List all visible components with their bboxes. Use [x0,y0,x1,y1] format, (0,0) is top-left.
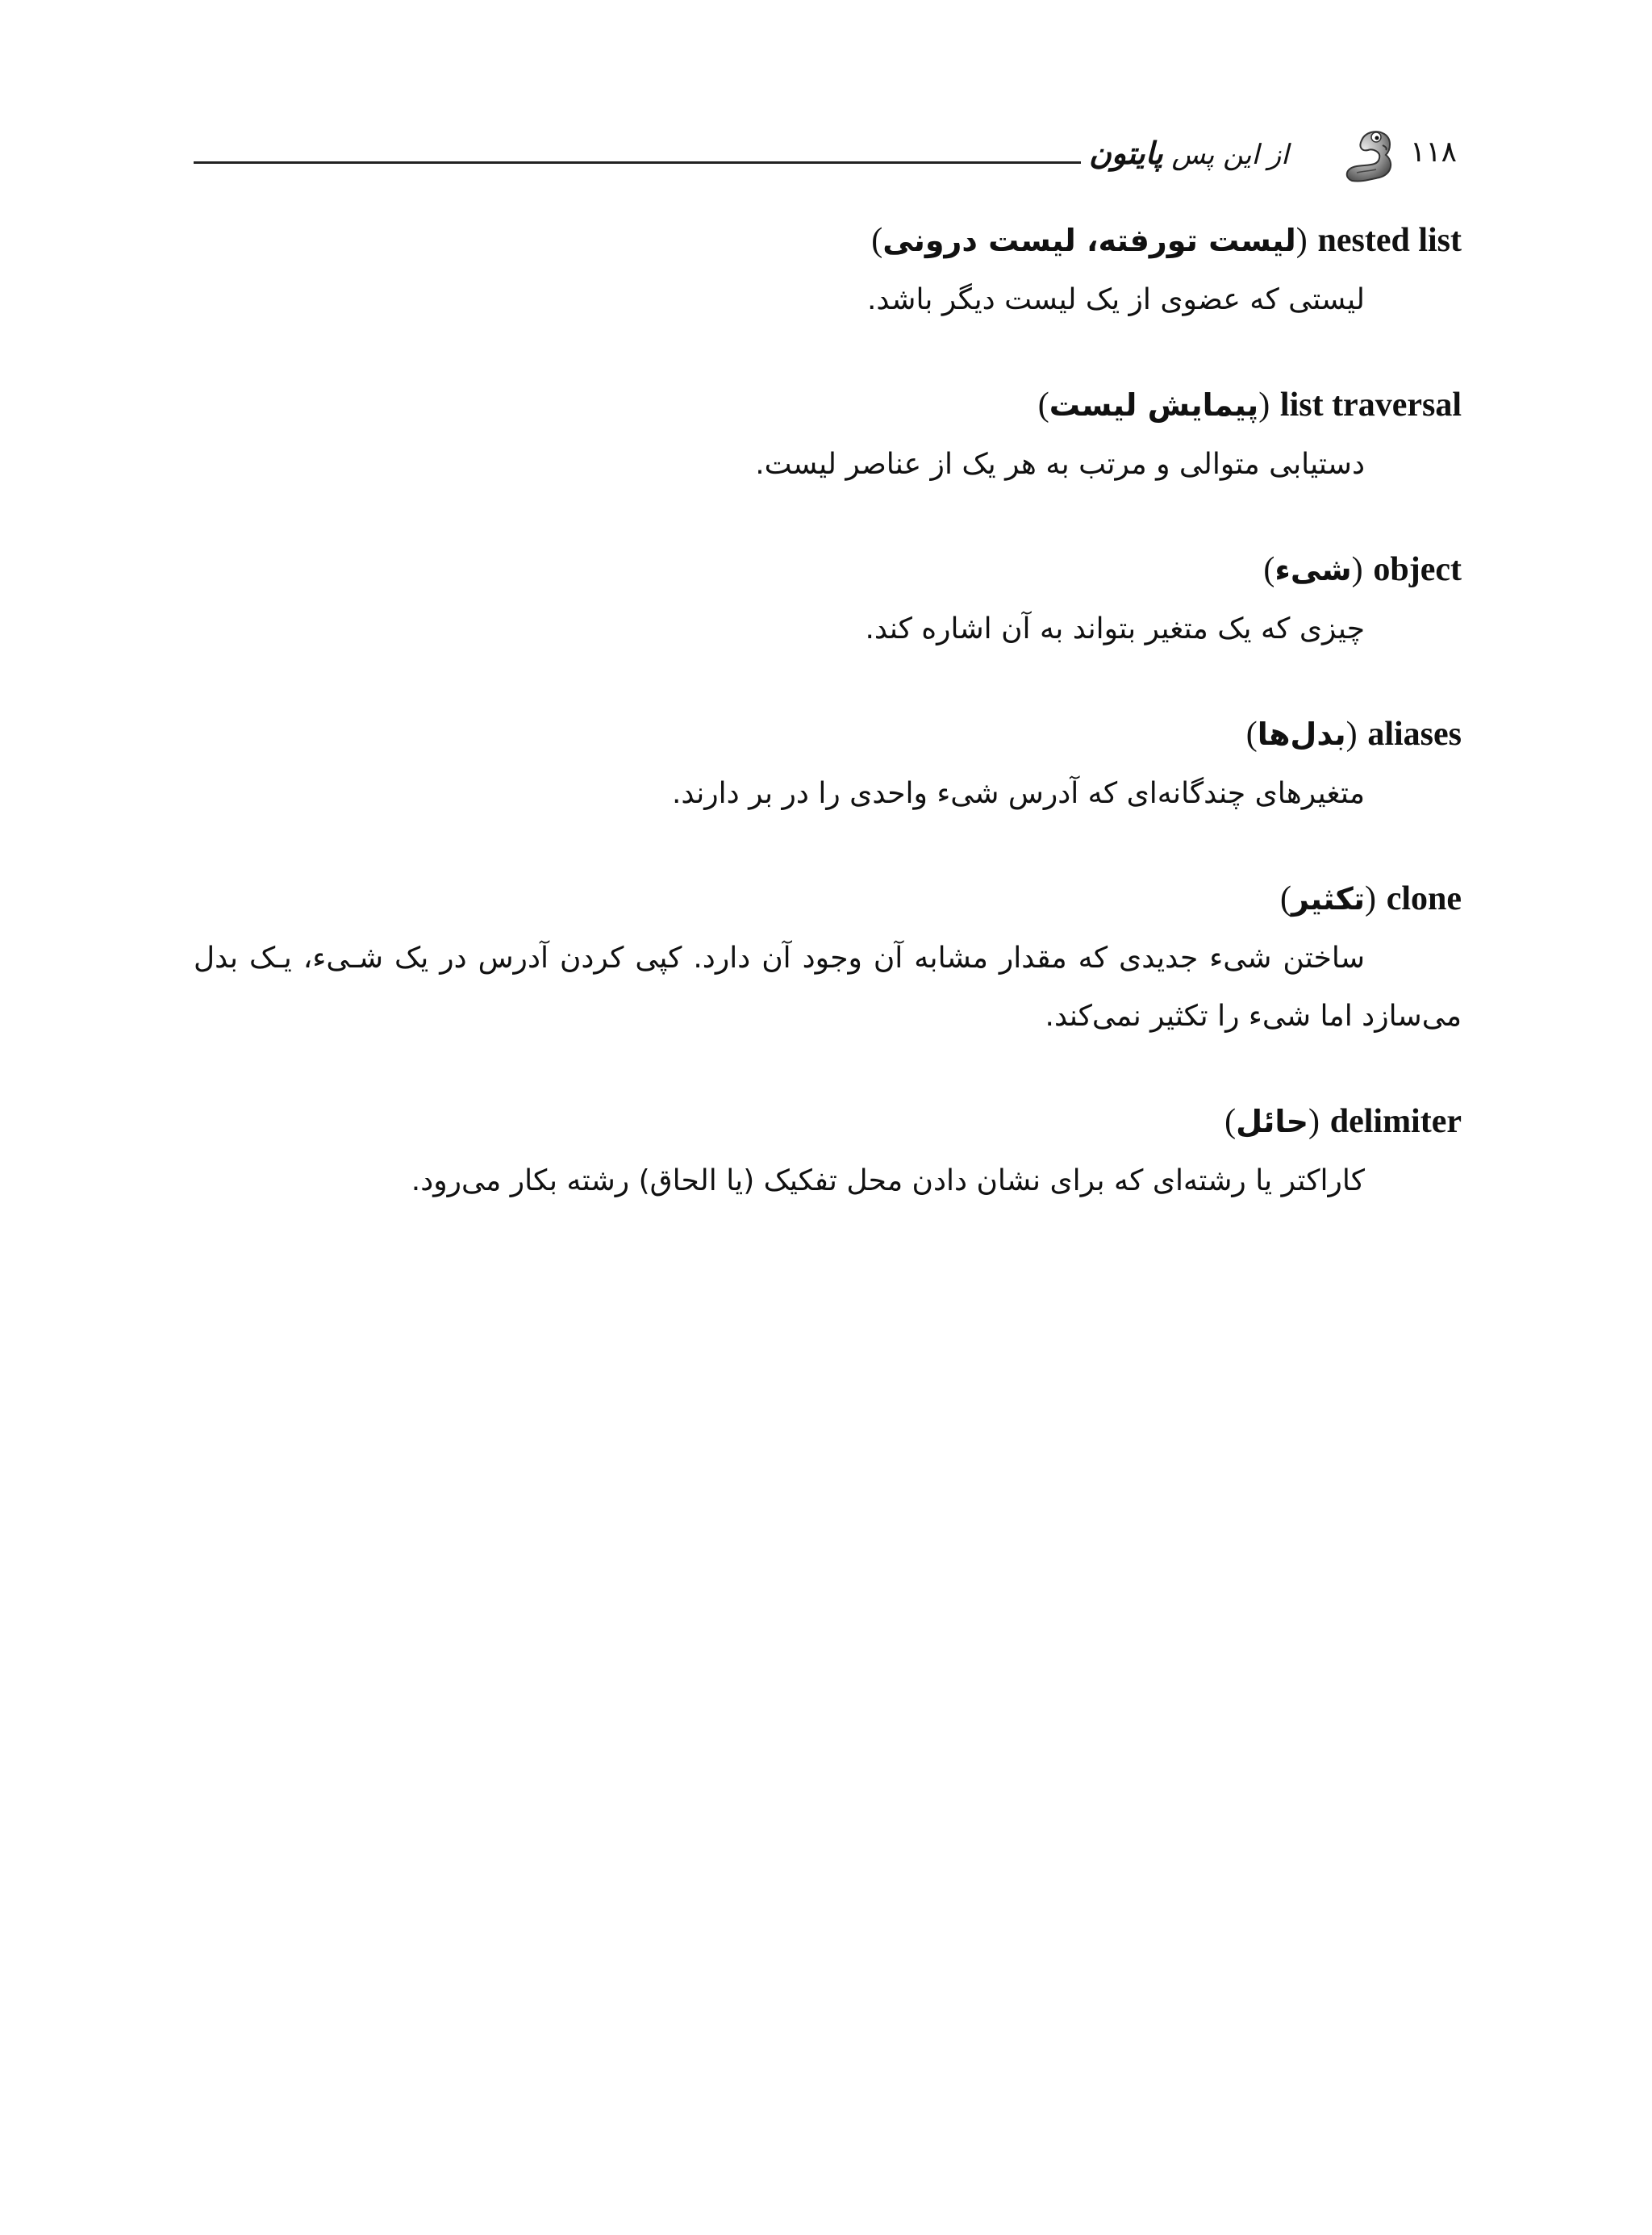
term-definition: دستیابی متوالی و مرتب به هر یک از عناصر لیست. [755,448,1365,481]
page-header [194,121,1462,186]
term-english: object [1373,551,1462,588]
term-heading: aliases (بدل‌ها) [1245,716,1462,753]
glossary-entry [194,712,1462,823]
term-definition: کاراکتر یا رشته‌ای که برای نشان دادن محل تفکیک (یا الحاق) رشته بکار می‌رود. [411,1164,1365,1197]
term-definition: متغیرهای چندگانه‌ای که آدرس شیء واحدی را در بر دارند. [671,777,1365,810]
term-definition: ساختن شیء جدیدی که مقدار مشابه آن وجود آن دارد. کپی کردن آدرس در یک شـیء، یـک بدل می‌سازد اما شیء را تکثیر نمی‌کند. [194,942,1462,1033]
page-number: ۱۱۸ [1410,136,1458,169]
glossary-entry [194,218,1462,329]
glossary-entry [194,382,1462,494]
term-english: delimiter [1329,1103,1462,1140]
glossary-entry [194,876,1462,1046]
term-english: clone [1386,880,1462,917]
running-title-brand: پایتون [1089,136,1163,171]
term-english: aliases [1367,716,1462,753]
term-heading: nested list (لیست تورفته، لیست درونی) [871,222,1462,259]
term-definition: چیزی که یک متغیر بتواند به آن اشاره کند. [865,612,1365,645]
running-title-prefix: از این پس [1171,139,1289,171]
glossary [194,218,1462,1210]
term-heading: delimiter (حائل) [1224,1103,1462,1140]
term-persian: تکثیر [1291,881,1365,917]
running-title [1089,136,1289,171]
term-english: list traversal [1279,386,1462,424]
python-snake-icon [1341,121,1395,184]
term-persian: بدل‌ها [1257,716,1346,752]
term-persian: لیست تورفته، لیست درونی [882,223,1296,258]
term-english: nested list [1317,222,1462,259]
term-persian: پیمایش لیست [1049,387,1259,423]
glossary-entry [194,1099,1462,1210]
term-heading: object (شیء) [1263,551,1462,588]
header-rule [194,161,1081,164]
term-persian: حائل [1236,1104,1309,1139]
term-heading: clone (تکثیر) [1279,880,1462,917]
glossary-entry [194,547,1462,658]
term-heading: list traversal (پیمایش لیست) [1037,386,1462,424]
term-persian: شیء [1274,552,1352,587]
term-definition: لیستی که عضوی از یک لیست دیگر باشد. [866,283,1365,316]
